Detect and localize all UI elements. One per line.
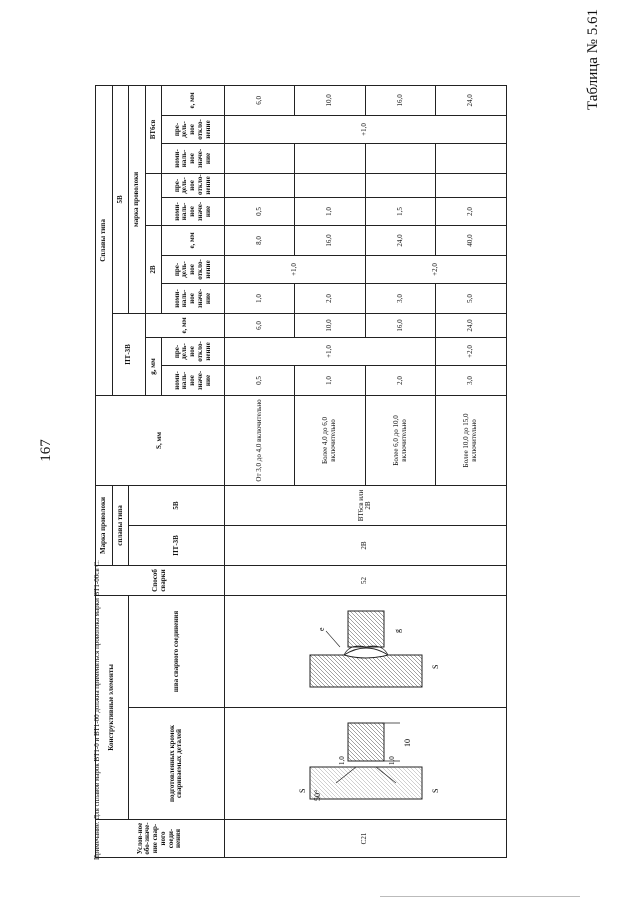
designation-cell: С21: [224, 820, 506, 858]
b2-g-1: 1,0: [224, 283, 295, 313]
s-range-1: От 3,0 до 4,0 включительно: [224, 395, 295, 485]
g-label: g: [393, 629, 403, 634]
edge-diagram-svg: [260, 714, 470, 814]
two-v-nominal-header: номи-наль-ное значе-ние: [162, 283, 224, 313]
thickness-label: 10: [403, 739, 413, 748]
designation-header: Услов-ное обо-значе-ние свар-ного соеди-нения: [96, 820, 225, 858]
pt-g-3: 2,0: [365, 365, 436, 395]
seam-diagram-svg: [260, 602, 470, 702]
pt-e-4: 24,0: [436, 313, 507, 337]
pt-dev-2: +2,0: [436, 337, 507, 365]
b2-e-2: 16,0: [295, 225, 366, 255]
two-v-dev-header: пре-дель-ное откло-нение: [162, 255, 224, 283]
b2-g-3: 3,0: [365, 283, 436, 313]
gap-top-label: 1,0: [338, 756, 347, 766]
b5-g-4: 2,0: [436, 197, 507, 225]
empty-sub-header: [145, 173, 162, 225]
page-number: 167: [37, 439, 54, 462]
pt-e-2: 10,0: [295, 313, 366, 337]
s-bot-label: S: [431, 789, 441, 794]
vt6sv-dev-header: пре-дель-ное откло-нение: [162, 115, 224, 143]
two-v-e-header: e, мм: [162, 225, 224, 255]
b2-e-1: 8,0: [224, 225, 295, 255]
bottom-divider: [380, 896, 580, 897]
five-v-col-header: 5В: [129, 485, 224, 525]
b5-empty-3: [365, 173, 436, 197]
b5-empty-2: [295, 173, 366, 197]
weld-seam-header: шва сварного соединения: [129, 595, 224, 707]
b5-g-1: 0,5: [224, 197, 295, 225]
pt3v-col-header: ПТ-3В: [129, 525, 224, 565]
five-v-group-header: 5В: [112, 85, 129, 313]
prepared-edges-diagram: [224, 708, 506, 820]
vt6sv-header: ВТ6св: [145, 85, 162, 173]
table-note: Примечание. Для сплавов марок ВТ1-0 и ВТ1-00 должна применяться проволока марки ВТ1-00св С.: [93, 560, 101, 860]
pt-dev-1: +1,0: [224, 337, 436, 365]
vt-dev-1: +1,0: [224, 115, 506, 143]
vt-g-4: [436, 143, 507, 173]
pt-g-4: 3,0: [436, 365, 507, 395]
vt-e-4: 24,0: [436, 85, 507, 115]
vt-g-2: [295, 143, 366, 173]
wire-brand-header: Марка проволоки: [96, 485, 113, 565]
angle-label: 50°: [313, 790, 323, 802]
pt3v-dev-header: пре-дель-ное откло-нение: [162, 337, 224, 365]
b2-e-4: 40,0: [436, 225, 507, 255]
rotated-table-wrapper: [95, 86, 507, 858]
pt3v-group-header: ПТ-3В: [112, 313, 145, 395]
pt-e-1: 6,0: [224, 313, 295, 337]
table-title: Таблица № 5.61: [585, 9, 601, 110]
pt3v-e-header: e, мм: [145, 313, 224, 337]
five-v-wire-cell: ВТ6св или 2В: [224, 485, 506, 525]
alloy-type-header: сплавы типа: [112, 485, 129, 565]
prepared-edges-header: подготовленных кромок свариваемых деталей: [129, 708, 224, 820]
five-v-dev-header: пре-дель-ное откло-нение: [162, 173, 224, 197]
s-top-label: S: [298, 789, 308, 794]
e-label: e: [317, 627, 327, 632]
weld-seam-diagram: [224, 595, 506, 707]
b5-empty-1: [224, 173, 295, 197]
vt-g-1: [224, 143, 295, 173]
constructive-header: Конструктивные элементы: [96, 595, 129, 819]
vt-e-2: 10,0: [295, 85, 366, 115]
s-range-3: Более 6,0 до 10,0 включительно: [365, 395, 436, 485]
vt-g-3: [365, 143, 436, 173]
pt-g-1: 0,5: [224, 365, 295, 395]
s-seam-label: S: [431, 665, 441, 670]
b2-dev-1: +1,0: [224, 255, 365, 283]
b5-g-2: 1,0: [295, 197, 366, 225]
b2-g-4: 5,0: [436, 283, 507, 313]
method-header: Способ сварки: [96, 565, 225, 595]
pt-e-3: 16,0: [365, 313, 436, 337]
five-v-nominal-header: номи-наль-ное значе-ние: [162, 197, 224, 225]
vt6sv-nominal-header: номи-наль-ное значе-ние: [162, 143, 224, 173]
two-v-header: 2В: [145, 225, 162, 313]
s-header: S, мм: [96, 395, 225, 485]
b2-e-3: 24,0: [365, 225, 436, 255]
b2-dev-2: +2,0: [365, 255, 506, 283]
pt3v-wire-cell: 2В: [224, 525, 506, 565]
b2-g-2: 2,0: [295, 283, 366, 313]
gap-bot-label: 1,0: [388, 756, 397, 766]
alloys-header: Сплавы типа: [96, 85, 113, 395]
vt-e-3: 16,0: [365, 85, 436, 115]
pt-g-2: 1,0: [295, 365, 366, 395]
b5-empty-4: [436, 173, 507, 197]
vt6sv-e-header: e, мм: [162, 85, 224, 115]
vt-e-1: 6,0: [224, 85, 295, 115]
wire-brand-sub-header: марка проволоки: [129, 85, 146, 313]
method-cell: 52: [224, 565, 506, 595]
b5-g-3: 1,5: [365, 197, 436, 225]
pt3v-g-header: g, мм: [145, 337, 162, 395]
s-range-4: Более 10,0 до 15,0 включительно: [436, 395, 507, 485]
s-range-2: Более 4,0 до 6,0 включительно: [295, 395, 366, 485]
spec-table: [95, 85, 507, 858]
pt3v-nominal-header: номи-наль-ное значе-ние: [162, 365, 224, 395]
